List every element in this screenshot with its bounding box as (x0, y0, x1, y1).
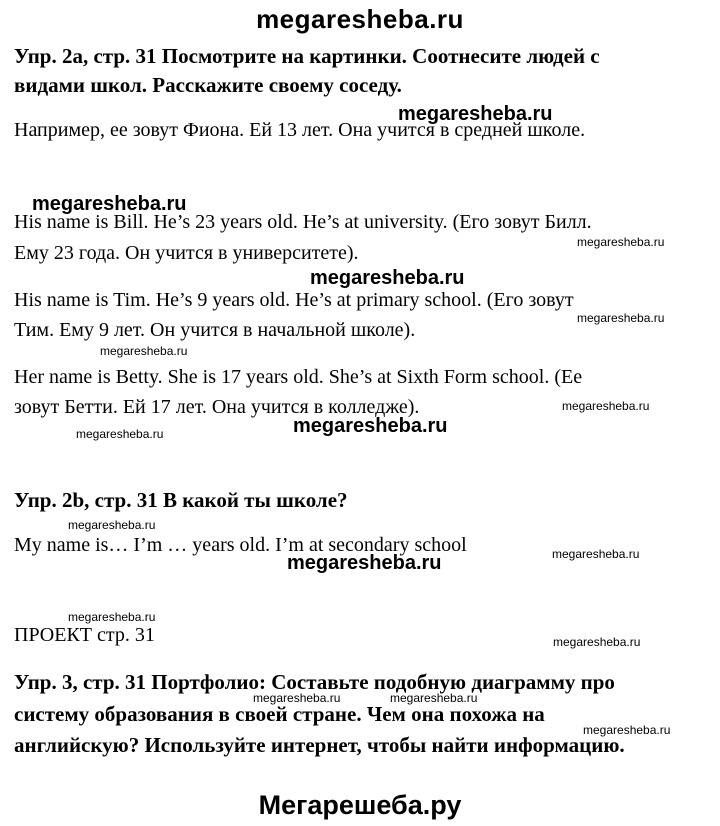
watermark: megaresheba.ru (390, 691, 478, 705)
watermark: megaresheba.ru (68, 518, 156, 532)
watermark: megaresheba.ru (310, 267, 465, 289)
task-3-heading-line-1: Упр. 3, стр. 31 Портфолио: Составьте подобную диаграмму про (14, 670, 615, 694)
answer-bill-line-1: His name is Bill. He’s 23 years old. He’s at university. (Его зовут Билл. (14, 211, 592, 233)
watermark: megaresheba.ru (32, 193, 187, 215)
answer-bill-line-2: Ему 23 года. Он учится в университете). (14, 242, 359, 264)
task-2b-heading: Упр. 2b, стр. 31 В какой ты школе? (14, 488, 348, 512)
watermark: megaresheba.ru (293, 415, 448, 437)
answer-betty-line-2: зовут Бетти. Ей 17 лет. Она учится в колледже). (14, 396, 420, 418)
answer-tim-line-2: Тим. Ему 9 лет. Он учится в начальной школе). (14, 319, 416, 341)
site-footer: Мегарешеба.ру (258, 790, 462, 820)
watermark: megaresheba.ru (287, 552, 442, 574)
answer-tim-line-1: His name is Tim. He’s 9 years old. He’s at primary school. (Его зовут (14, 289, 574, 311)
watermark: megaresheba.ru (577, 235, 665, 249)
task-2a-example: Например, ее зовут Фиона. Ей 13 лет. Она учится в средней школе. (14, 119, 586, 141)
site-header: megaresheba.ru (256, 4, 464, 34)
project-label: ПРОЕКТ стр. 31 (14, 624, 155, 646)
task-2a-heading-line-1: Упр. 2а, стр. 31 Посмотрите на картинки. Соотнесите людей с (14, 44, 600, 68)
answer-betty-line-1: Her name is Betty. She is 17 years old. She’s at Sixth Form school. (Ее (14, 366, 583, 388)
watermark: megaresheba.ru (100, 344, 188, 358)
task-3-heading-line-2: систему образования в своей стране. Чем она похожа на (14, 702, 545, 726)
watermark: megaresheba.ru (68, 610, 156, 624)
watermark: megaresheba.ru (562, 399, 650, 413)
watermark: megaresheba.ru (552, 547, 640, 561)
watermark: megaresheba.ru (76, 427, 164, 441)
watermark: megaresheba.ru (398, 103, 553, 125)
task-2a-heading-line-2: видами школ. Расскажите своему соседу. (14, 73, 402, 97)
task-3-heading-line-3: английскую? Используйте интернет, чтобы найти информацию. (14, 733, 625, 757)
watermark: megaresheba.ru (583, 723, 671, 737)
watermark: megaresheba.ru (553, 635, 641, 649)
watermark: megaresheba.ru (577, 311, 665, 325)
task-2b-answer: My name is… I’m … years old. I’m at secondary school (14, 534, 467, 556)
watermark: megaresheba.ru (253, 691, 341, 705)
